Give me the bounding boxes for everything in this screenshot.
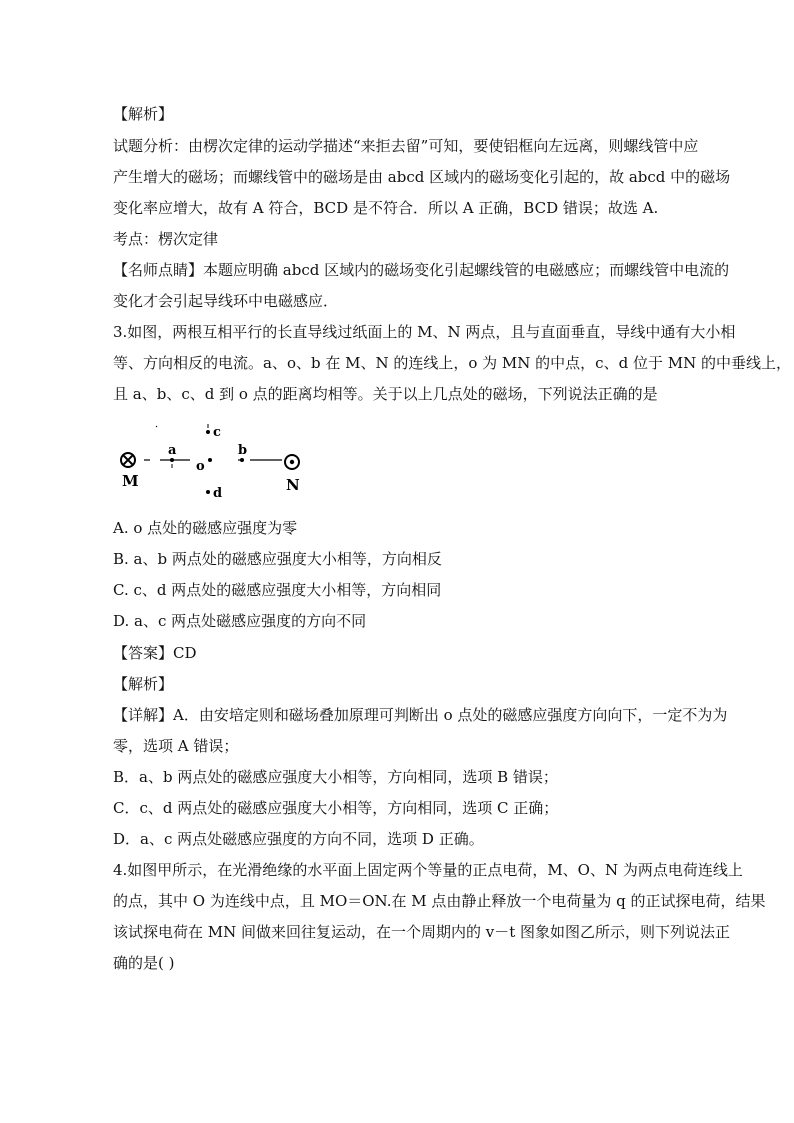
wire-diagram-svg [110,418,320,508]
point-o-dot [208,458,212,462]
text-line: 变化率应增大，故有 A 符合，BCD 是不符合．所以 A 正确，BCD 错误；故选 A. [113,199,659,217]
label-m: M [122,472,139,490]
section-heading-analysis: 【解析】 [113,675,174,693]
label-o: o [196,459,205,474]
question-4-text: 该试探电荷在 MN 间做来回往复运动，在一个周期内的 v－t 图象如图乙所示，则下列说法正 [113,923,731,941]
question-4-text: 4.如图甲所示，在光滑绝缘的水平面上固定两个等量的正点电荷，M、O、N 为两点电荷连线上 [113,861,743,879]
wire-n-out-of-page-icon [285,455,299,469]
point-c-dot [206,430,210,434]
section-heading-analysis: 【解析】 [113,105,174,123]
text-line: 【名师点睛】本题应明确 abcd 区域内的磁场变化引起螺线管的电磁感应；而螺线管中电流的 [113,261,730,279]
question-4-text: 确的是( ) [113,954,175,972]
label-n: N [286,476,300,494]
question-3-text: 3.如图，两根互相平行的长直导线过纸面上的 M、N 两点，且与直面垂直，导线中通有大小相 [113,323,736,341]
text-line: 变化才会引起导线环中电磁感应． [113,292,339,310]
detail-text: D．a、c 两点处磁感应强度的方向不同，选项 D 正确。 [113,830,484,848]
label-a: a [168,443,177,458]
wire-m-into-page-icon [121,453,135,467]
point-b-dot [240,458,244,462]
question-4-text: 的点，其中 O 为连线中点，且 MO＝ON.在 M 点由静止释放一个电荷量为 q 的正试探电荷，结果 [113,892,766,910]
option-d: D. a、c 两点处磁感应强度的方向不同 [113,612,367,630]
detail-text: B．a、b 两点处的磁感应强度大小相等，方向相同，选项 B 错误； [113,768,558,786]
point-a-dot [170,458,174,462]
detail-text: 【详解】A．由安培定则和磁场叠加原理可判断出 o 点处的磁感应强度方向向下，一定不为为 [113,706,728,724]
wire-diagram [110,418,320,508]
question-3-text: 等、方向相反的电流。a、o、b 在 M、N 的连线上，o 为 MN 的中点，c、d 位于 MN 的中垂线上， [113,354,791,372]
text-line: 试题分析：由楞次定律的运动学描述“来拒去留”可知，要使铝框向左远离，则螺线管中应 [113,137,699,155]
detail-text: C．c、d 两点处的磁感应强度大小相等，方向相同，选项 C 正确； [113,799,559,817]
detail-text: 零，选项 A 错误； [113,737,239,755]
question-3-text: 且 a、b、c、d 到 o 点的距离均相等。关于以上几点处的磁场，下列说法正确的是 [113,385,658,403]
figure-mark [156,426,157,427]
text-line: 产生增大的磁场；而螺线管中的磁场是由 abcd 区域内的磁场变化引起的，故 abcd 中的磁场 [113,168,731,186]
option-b: B. a、b 两点处的磁感应强度大小相等，方向相反 [113,550,442,568]
label-b: b [238,443,248,458]
option-a: A. o 点处的磁感应强度为零 [113,519,298,537]
text-line: 考点：楞次定律 [113,230,219,248]
label-d: d [213,486,223,501]
answer-line: 【答案】CD [113,644,197,662]
label-c: c [213,425,221,440]
option-c: C. c、d 两点处的磁感应强度大小相等，方向相同 [113,581,442,599]
point-d-dot [206,490,210,494]
